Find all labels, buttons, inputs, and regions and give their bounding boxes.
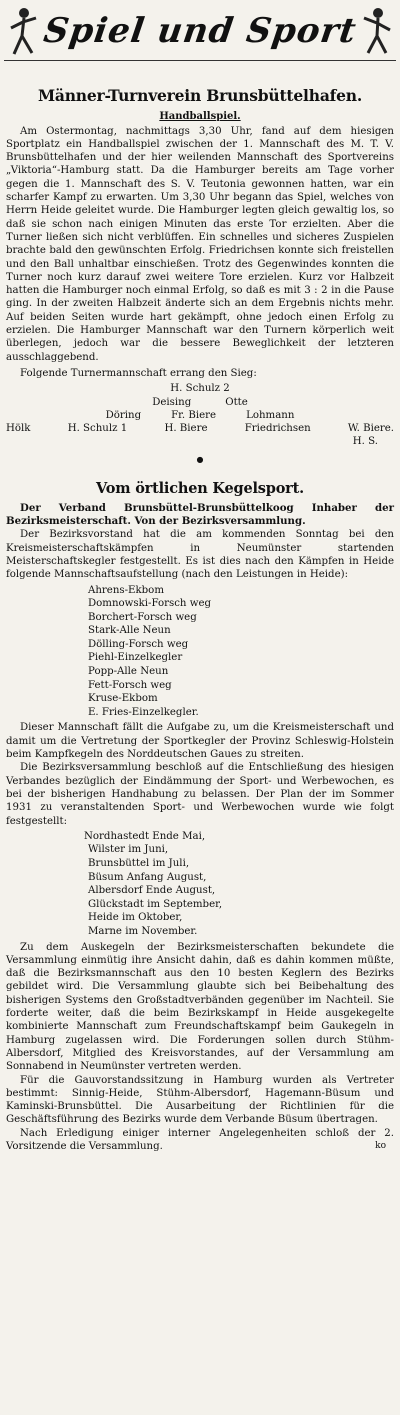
lineup-row <box>6 396 394 409</box>
schedule-list <box>84 830 394 939</box>
player-name: Otte <box>225 396 248 408</box>
list-item: Domnowski-Forsch weg <box>88 598 211 610</box>
lineup-row <box>6 382 394 395</box>
team-lineup <box>6 382 394 448</box>
masthead <box>4 2 396 61</box>
list-item: Borchert-Forsch weg <box>88 611 197 623</box>
player-name: Lohmann <box>246 409 295 421</box>
article-paragraph: Nach Erledigung einiger interner Angelegenheiten schloß der 2. Vorsitzende die Versammlung. <box>6 1127 394 1153</box>
list-item: Fett-Forsch weg <box>88 679 172 691</box>
player-name: Hölk <box>6 423 31 435</box>
article-subheading: Handballspiel. <box>159 110 241 122</box>
article-headline: Vom örtlichen Kegelsport. <box>96 479 304 497</box>
player-name: H. Schulz 2 <box>170 383 230 395</box>
lineup-intro: Folgende Turnermannschaft errang den Sieg: <box>20 367 257 379</box>
athlete-illustration-icon <box>358 6 394 56</box>
player-name: W. Biere. <box>347 423 394 435</box>
team-list <box>88 584 394 720</box>
player-name: Fr. Biere <box>171 409 217 421</box>
player-name: Deising <box>152 396 192 408</box>
player-name: H. Biere <box>164 423 208 435</box>
newspaper-page <box>0 2 400 1415</box>
list-item: Piehl-Einzelkegler <box>88 652 183 664</box>
article-paragraph: Dieser Mannschaft fällt die Aufgabe zu, um die Kreismeisterschaft und damit um die Vertretung der Sportkegler der Provinz Schleswig-Holstein beim Kampfkegeln des Norddeutschen Gaues zu streiten. <box>6 722 394 761</box>
lineup-row <box>6 409 394 422</box>
article-paragraph: Für die Gauvorstandssitzung in Hamburg wurden als Vertreter bestimmt: Sinnig-Heide, Stühm-Albersdorf, Hagemann-Büsum und Kaminski-Brunsbüttel. Die Ausarbeitung der Richtlinien für die Geschäftsführung des Bezirks wurde dem Verbande Büsum übertragen. <box>6 1074 394 1126</box>
list-item: Albersdorf Ende August, <box>88 885 216 897</box>
article-body: Am Ostermontag, nachmittags 3,30 Uhr, fand auf dem hiesigen Sportplatz ein Handballspiel zwischen der 1. Mannschaft des M. T. V. Brunsbüttelhafen und der hier weilenden Mannschaft des Sportvereins „Viktoria“-Hamburg statt. Da die Hamburger bereits am Tage vorher gegen die 1. Mannschaft des S. V. Teutonia gewonnen hatten, war ein scharfer Kampf zu erwarten. Um 3,30 Uhr begann das Spiel, welches von Herrn Heide geleitet wurde. Die Hamburger legten gleich gewaltig los, so daß sie schon nach einigen Minuten das erste Tor erzielten. Aber die Turner ließen sich nicht verblüffen. Ein schnelles und sicheres Zuspielen brachte bald den gewünschten Erfolg. Friedrichsen konnte sich freistellen und den Ball unhaltbar einschießen. Trotz des Gegenwindes konnten die Turner noch kurz darauf zwei weitere Tore erzielen. Kurz vor Halbzeit hatten die Hamburger noch einmal Erfolg, so daß es mit 3 : 2 in die Pause ging. In der zweiten Halbzeit änderte sich an dem Ergebnis nichts mehr. Auf beiden Seiten wurde hart gekämpft, ohne jedoch einen Erfolg zu erzielen. Die Hamburger Mannschaft war den Turnern körperlich weit überlegen, jedoch war die bessere Beweglichkeit der letzteren ausschlaggebend. <box>6 125 394 363</box>
article-kegelsport <box>6 480 394 1152</box>
list-item: Wilster im Juni, <box>88 844 169 856</box>
player-name: Friedrichsen <box>244 423 311 435</box>
player-name: H. Schulz 1 <box>67 423 128 435</box>
masthead-title: Spiel und Sport <box>41 11 359 51</box>
article-handball <box>6 87 394 464</box>
article-paragraph: Der Bezirksvorstand hat die am kommenden Sonntag bei den Kreismeisterschaftskämpfen in Neumünster startenden Meisterschaftskegler festgestellt. Es ist dies nach den Kämpfen in Heide folgende Mannschaftsaufstellung (nach den Leistungen in Heide): <box>6 529 394 581</box>
list-item: Brunsbüttel im Juli, <box>88 858 190 869</box>
article-paragraph: Zu dem Auskegeln der Bezirksmeisterschaften bekundete die Versammlung einmütig ihre Ansicht dahin, daß es dahin kommen müßte, daß die Bezirksmannschaft aus den 10 besten Keglern des Bezirks gebildet wird. Die Versammlung glaubte sich bei Beibehaltung des bisherigen Systems den Großstadtverbänden gegenüber im Nachteil. Sie forderte weiter, daß die beim Bezirkskampf in Heide ausgekegelte kombinierte Mannschaft zum Freundschaftskampf beim Gaukegeln in Hamburg zugelassen wird. Die Forderungen sollen durch Stühm-Albersdorf, Mitglied des Kreisvorstandes, auf der Versammlung am Sonnabend in Neumünster vertreten werden. <box>6 941 394 1073</box>
article-paragraph: Die Bezirksversammlung beschloß auf die Entschließung des hiesigen Verbandes bezüglich der Eindämmung der Sport- und Werbewochen, es bei der bisherigen Handhabung zu belassen. Der Plan der im Sommer 1931 zu veranstaltenden Sport- und Werbewochen wurde wie folgt festgestellt: <box>6 762 394 827</box>
list-item: Marne im November. <box>88 925 198 937</box>
list-item: Heide im Oktober, <box>88 912 183 924</box>
list-item: E. Fries-Einzelkegler. <box>88 706 199 718</box>
player-name: Döring <box>105 409 142 421</box>
article-headline: Männer-Turnverein Brunsbüttelhafen. <box>37 86 363 105</box>
list-item: Dölling-Forsch weg <box>88 638 189 650</box>
list-item: Ahrens-Ekbom <box>88 584 164 596</box>
list-item: Nordhastedt Ende Mai, <box>84 830 206 842</box>
author-signature: ko <box>375 1141 386 1152</box>
list-item: Stark-Alle Neun <box>88 625 171 637</box>
author-signature: H. S. <box>352 436 378 448</box>
lineup-row <box>6 422 394 435</box>
article-lead: Der Verband Brunsbüttel-Brunsbüttelkoog Inhaber der Bezirksmeisterschaft. Von der Bezirksversammlung. <box>6 501 394 528</box>
athlete-illustration-icon <box>6 6 42 56</box>
list-item: Büsum Anfang August, <box>88 871 207 883</box>
list-item: Kruse-Ekbom <box>88 693 158 705</box>
list-item: Glückstadt im September, <box>88 898 223 910</box>
section-divider: ● <box>196 454 204 464</box>
list-item: Popp-Alle Neun <box>88 666 169 678</box>
